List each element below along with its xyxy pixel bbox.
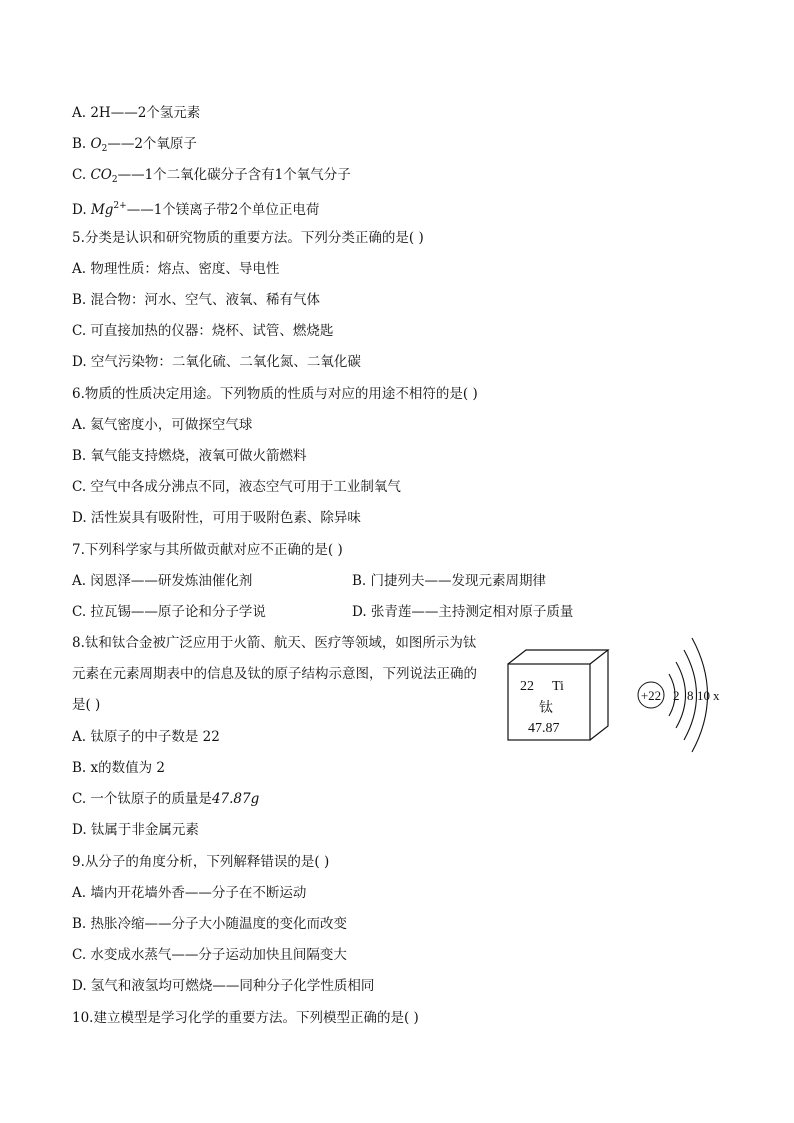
q4-option-b-text: ——2个氧原子 <box>107 136 197 152</box>
q4-option-c-text: ——1个二氧化碳分子含有1个氧气分子 <box>117 167 351 183</box>
q4-option-b-formula: O <box>90 136 102 152</box>
q8-stem-line-1: 8.钛和钛合金被广泛应用于火箭、航天、医疗等领域，如图所示为钛 <box>72 635 477 651</box>
element-cell-top <box>508 650 608 664</box>
q4-option-c <box>72 166 351 189</box>
q4-option-c-prefix: C. <box>72 167 91 183</box>
q4-option-b <box>72 135 197 158</box>
q8-option-a: A. 钛原子的中子数是 22 <box>72 729 220 745</box>
element-atomic-mass: 47.87 <box>528 721 560 736</box>
q4-option-b-subscript: 2 <box>101 144 108 154</box>
q7-stem: 7.下列科学家与其所做贡献对应不正确的是( ) <box>72 542 343 558</box>
q10-stem: 10.建立模型是学习化学的重要方法。下列模型正确的是( ) <box>72 1010 419 1026</box>
q8-option-d: D. 钛属于非金属元素 <box>72 822 199 838</box>
q4-option-c-subscript: 2 <box>111 175 118 185</box>
q6-option-b: B. 氧气能支持燃烧，液氧可做火箭燃料 <box>72 448 307 464</box>
atomic-structure-diagram <box>630 630 740 760</box>
q9-stem: 9.从分子的角度分析，下列解释错误的是( ) <box>72 854 330 870</box>
q8-option-c-prefix: C. 一个钛原子的质量是 <box>72 791 212 807</box>
element-cell-side <box>590 650 608 740</box>
q9-option-a: A. 墙内开花墙外香——分子在不断运动 <box>72 885 307 901</box>
q7-option-a: A. 闵恩泽——研发炼油催化剂 <box>72 573 253 589</box>
q9-option-c: C. 水变成水蒸气——分子运动加快且间隔变大 <box>72 947 347 963</box>
q7-option-d: D. 张青莲——主持测定相对原子质量 <box>352 604 574 620</box>
q6-stem: 6.物质的性质决定用途。下列物质的性质与对应的用途不相符的是( ) <box>72 386 478 402</box>
q6-option-a: A. 氦气密度小，可做探空气球 <box>72 417 253 433</box>
q4-option-d-formula: Mg <box>90 202 114 218</box>
q4-option-a: A. 2H——2个氢元素 <box>72 105 201 121</box>
element-symbol: Ti <box>552 679 564 694</box>
element-cell-diagram <box>506 648 612 744</box>
q9-option-d: D. 氢气和液氢均可燃烧——同种分子化学性质相同 <box>72 978 375 994</box>
q5-option-a: A. 物理性质：熔点、密度、导电性 <box>72 261 280 277</box>
q7-option-b: B. 门捷列夫——发现元素周期律 <box>352 573 547 589</box>
q4-option-d-text: ——1个镁离子带2个单位正电荷 <box>126 202 320 218</box>
q4-option-d <box>72 197 319 219</box>
q8-option-c <box>72 790 259 808</box>
q8-stem-line-2: 元素在元素周期表中的信息及钛的原子结构示意图，下列说法正确的 <box>72 666 477 682</box>
q9-option-b: B. 热胀冷缩——分子大小随温度的变化而改变 <box>72 916 348 932</box>
q5-option-b: B. 混合物：河水、空气、液氧、稀有气体 <box>72 292 321 308</box>
element-name: 钛 <box>539 701 553 716</box>
q8-option-c-value: 47.87g <box>211 791 260 807</box>
q5-option-c: C. 可直接加热的仪器：烧杯、试管、燃烧匙 <box>72 323 334 339</box>
q6-option-d: D. 活性炭具有吸附性，可用于吸附色素、除异味 <box>72 510 361 526</box>
q4-option-b-prefix: B. <box>72 136 91 152</box>
shell-1-electrons: 2 <box>673 688 680 703</box>
q7-option-c: C. 拉瓦锡——原子论和分子学说 <box>72 604 266 620</box>
shell-2-electrons: 8 <box>687 688 694 703</box>
q8-option-b: B. x的数值为 2 <box>72 760 165 776</box>
q4-option-d-prefix: D. <box>72 202 91 218</box>
element-atomic-number: 22 <box>520 679 534 694</box>
q4-option-d-superscript: 2+ <box>113 201 127 211</box>
shell-3-electrons: 10 <box>697 688 710 703</box>
shell-4-electrons: x <box>713 688 720 703</box>
q6-option-c: C. 空气中各成分沸点不同，液态空气可用于工业制氧气 <box>72 479 401 495</box>
q5-option-d: D. 空气污染物：二氧化硫、二氧化氮、二氧化碳 <box>72 354 361 370</box>
q4-option-c-formula: CO <box>90 167 112 183</box>
q5-stem: 5.分类是认识和研究物质的重要方法。下列分类正确的是( ) <box>72 230 424 246</box>
nucleus-charge: +22 <box>640 688 662 703</box>
q8-stem-line-3: 是( ) <box>72 697 101 713</box>
